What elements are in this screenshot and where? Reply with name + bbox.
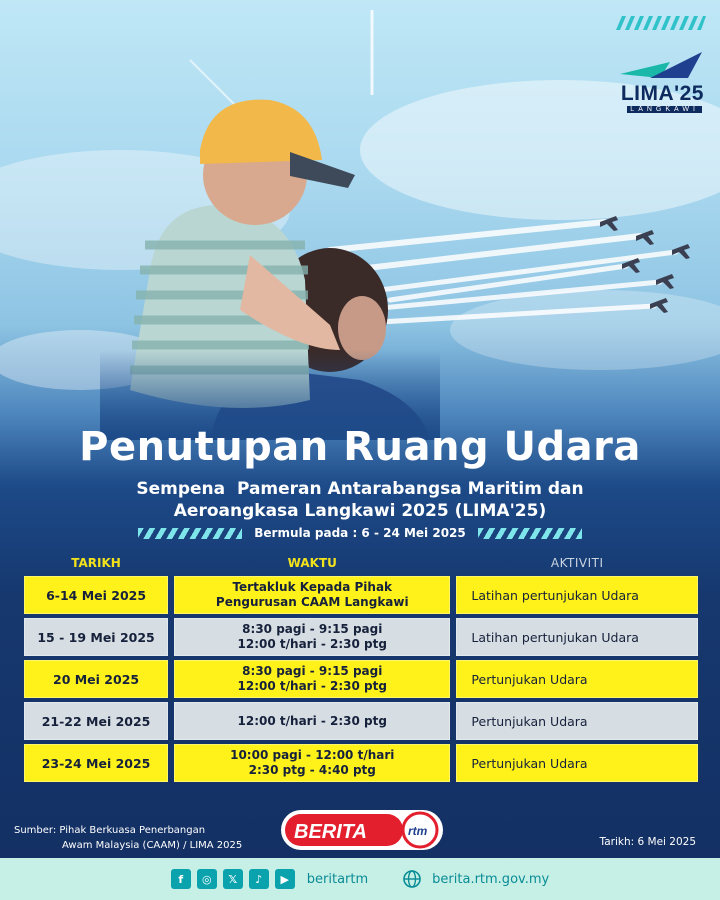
publish-date: Tarikh: 6 Mei 2025 [599,836,696,848]
date-range: Bermula pada : 6 - 24 Mei 2025 [254,526,466,540]
header-date: TARIKH [71,556,121,570]
social-handle[interactable]: beritartm [306,871,369,887]
row-time [174,576,450,614]
subtitle-line-1: Sempena Pameran Antarabangsa Maritim dan [136,479,584,499]
row-time-line-1: 12:00 t/hari - 2:30 ptg [237,713,387,728]
brand-badge: rtm [408,824,428,838]
page-title: Penutupan Ruang Udara [79,424,641,470]
table-header [24,556,698,572]
row-activity: Pertunjukan Udara [456,702,698,740]
table-row [24,618,698,656]
row-time-line-1: 10:00 pagi - 12:00 t/hari [230,748,395,762]
header-time: WAKTU [287,556,337,570]
youtube-icon[interactable]: ▶ [275,869,295,889]
logo-name: LIMA'25 [620,82,704,105]
x-icon[interactable]: 𝕏 [223,869,243,889]
table-row [24,744,698,782]
stripe-decoration-left [138,528,242,539]
table-row [24,576,698,614]
row-time-line-2: 12:00 t/hari - 2:30 ptg [237,637,387,651]
brand-name: BERITA [294,821,367,843]
row-time [174,618,450,656]
instagram-icon[interactable]: ◎ [197,869,217,889]
child-on-shoulders-image [100,80,440,440]
row-date: 15 - 19 Mei 2025 [24,618,168,656]
row-date: 23-24 Mei 2025 [24,744,168,782]
row-activity: Latihan pertunjukan Udara [456,618,698,656]
row-time-line-2: 12:00 t/hari - 2:30 ptg [237,679,387,693]
page-subtitle [0,478,720,522]
row-activity: Latihan pertunjukan Udara [456,576,698,614]
facebook-icon[interactable]: f [171,869,191,889]
row-time-line-1: Tertakluk Kepada Pihak [232,580,393,594]
website-link[interactable]: berita.rtm.gov.my [432,871,550,887]
row-date: 21-22 Mei 2025 [24,702,168,740]
globe-icon [402,869,422,889]
table-row [24,702,698,740]
date-range-row [0,526,720,540]
row-time [174,744,450,782]
stripe-decoration-right [478,528,582,539]
header-activity: AKTIVITI [550,556,604,570]
row-activity: Pertunjukan Udara [456,744,698,782]
schedule-table [24,556,698,786]
row-time-line-2: 2:30 ptg - 4:40 ptg [248,763,376,777]
berita-rtm-logo-icon [280,808,444,852]
row-date: 6-14 Mei 2025 [24,576,168,614]
row-time-line-2: Pengurusan CAAM Langkawi [215,595,409,609]
decorative-stripes [616,16,706,30]
row-time [174,702,450,740]
source-line-2: Awam Malaysia (CAAM) / LIMA 2025 [62,840,243,851]
logo-subtitle: LANGKAWI [627,106,702,113]
row-time-line-1: 8:30 pagi - 9:15 pagi [242,622,383,636]
row-time [174,660,450,698]
tiktok-icon[interactable]: ♪ [249,869,269,889]
footer-bar [0,858,720,900]
subtitle-line-2: Aeroangkasa Langkawi 2025 (LIMA'25) [173,501,547,521]
table-row [24,660,698,698]
source-line-1: Sumber: Pihak Berkuasa Penerbangan [14,825,206,836]
row-time-line-1: 8:30 pagi - 9:15 pagi [242,664,383,678]
source-note [14,823,242,853]
row-date: 20 Mei 2025 [24,660,168,698]
row-activity: Pertunjukan Udara [456,660,698,698]
